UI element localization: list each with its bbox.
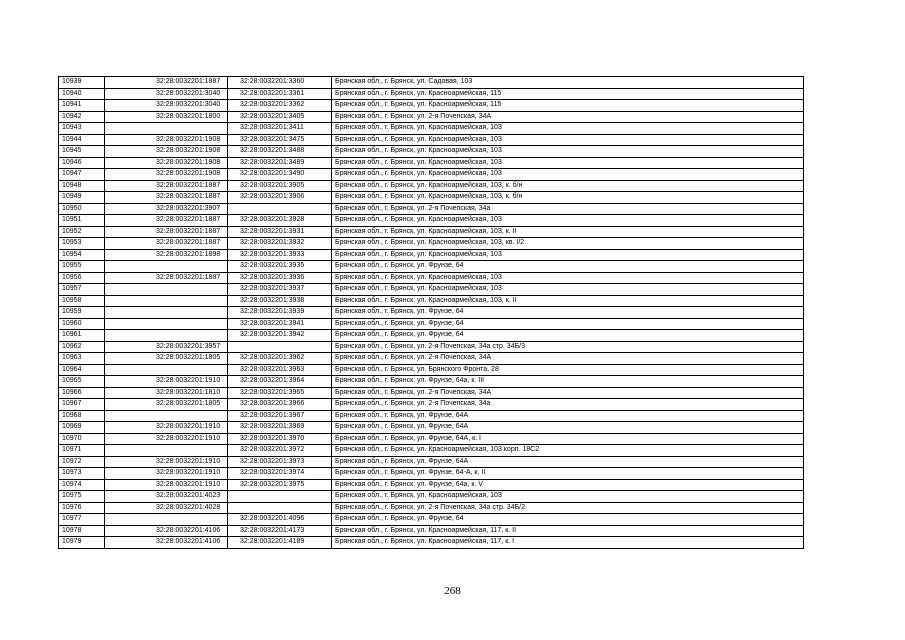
table-row <box>59 514 804 526</box>
row-number-cell: 10975 <box>59 491 105 503</box>
object-number-cell: 32:28:0032201:3969 <box>228 422 332 434</box>
object-number-cell: 32:28:0032201:3935 <box>228 261 332 273</box>
address-cell: Брянская обл., г. Брянск, ул. Красноармейская, 103 <box>332 272 804 284</box>
row-number-cell: 10963 <box>59 353 105 365</box>
object-number-cell: 32:28:0032201:3411 <box>228 123 332 135</box>
table-row <box>59 491 804 503</box>
address-cell: Брянская обл., г. Брянск, ул. Фрунзе, 64 <box>332 514 804 526</box>
address-cell: Брянская обл., г. Брянск, ул. Фрунзе, 64 <box>332 330 804 342</box>
table-row <box>59 261 804 273</box>
object-number-cell: 32:28:0032201:3973 <box>228 456 332 468</box>
parcel-number-cell: 32:28:0032201:3040 <box>105 100 228 112</box>
parcel-number-cell: 32:28:0032201:1805 <box>105 399 228 411</box>
row-number-cell: 10945 <box>59 146 105 158</box>
table-row <box>59 307 804 319</box>
table-row <box>59 537 804 549</box>
row-number-cell: 10941 <box>59 100 105 112</box>
object-number-cell: 32:28:0032201:3928 <box>228 215 332 227</box>
row-number-cell: 10959 <box>59 307 105 319</box>
parcel-number-cell: 32:28:0032201:1910 <box>105 468 228 480</box>
object-number-cell: 32:28:0032201:3965 <box>228 387 332 399</box>
parcel-number-cell: 32:28:0032201:1910 <box>105 433 228 445</box>
object-number-cell: 32:28:0032201:4189 <box>228 537 332 549</box>
table-row <box>59 479 804 491</box>
object-number-cell: 32:28:0032201:3967 <box>228 410 332 422</box>
table-row <box>59 157 804 169</box>
row-number-cell: 10972 <box>59 456 105 468</box>
address-cell: Брянская обл., г. Брянск, ул. Фрунзе, 64А <box>332 422 804 434</box>
object-number-cell: 32:28:0032201:3931 <box>228 226 332 238</box>
table-row <box>59 192 804 204</box>
address-cell: Брянская обл., г. Брянск, ул. 2-я Почепская, 34а <box>332 399 804 411</box>
address-cell: Брянская обл., г. Брянск, ул. 2-я Почепская, 34а стр. 34Б/2 <box>332 502 804 514</box>
row-number-cell: 10943 <box>59 123 105 135</box>
object-number-cell: 32:28:0032201:3974 <box>228 468 332 480</box>
parcel-number-cell: 32:28:0032201:4106 <box>105 525 228 537</box>
row-number-cell: 10955 <box>59 261 105 273</box>
parcel-number-cell: 32:28:0032201:1910 <box>105 456 228 468</box>
parcel-number-cell: 32:28:0032201:1908 <box>105 169 228 181</box>
page-number: 268 <box>444 585 461 597</box>
address-cell: Брянская обл., г. Брянск, ул. Красноармейская, 103 <box>332 215 804 227</box>
address-cell: Брянская обл., г. Брянск, ул. Красноармейская, 117, к. II <box>332 525 804 537</box>
parcel-number-cell: 32:28:0032201:1810 <box>105 387 228 399</box>
row-number-cell: 10979 <box>59 537 105 549</box>
object-number-cell: 32:28:0032201:3405 <box>228 111 332 123</box>
object-number-cell: 32:28:0032201:3975 <box>228 479 332 491</box>
table-row <box>59 318 804 330</box>
address-cell: Брянская обл., г. Брянск, ул. Красноармейская, 103 <box>332 169 804 181</box>
table-row <box>59 284 804 296</box>
address-cell: Брянская обл., г. Брянск, ул. Красноармейская, 103, к. б/н <box>332 180 804 192</box>
table-row <box>59 272 804 284</box>
address-cell: Брянская обл., г. Брянск, ул. 2-я Почепская, 34А <box>332 111 804 123</box>
address-cell: Брянская обл., г. Брянск, ул. Красноармейская, 103 <box>332 123 804 135</box>
row-number-cell: 10952 <box>59 226 105 238</box>
row-number-cell: 10953 <box>59 238 105 250</box>
row-number-cell: 10966 <box>59 387 105 399</box>
row-number-cell: 10964 <box>59 364 105 376</box>
address-cell: Брянская обл., г. Брянск, ул. Красноармейская, 103 <box>332 146 804 158</box>
table-row <box>59 410 804 422</box>
parcel-number-cell <box>105 445 228 457</box>
table-row <box>59 111 804 123</box>
parcel-number-cell: 32:28:0032201:4028 <box>105 502 228 514</box>
table-row <box>59 525 804 537</box>
address-cell: Брянская обл., г. Брянск, ул. Красноармейская, 103, к. б/н <box>332 192 804 204</box>
object-number-cell: 32:28:0032201:3963 <box>228 364 332 376</box>
address-cell: Брянская обл., г. Брянск, ул. Красноармейская, 103 <box>332 491 804 503</box>
table-row <box>59 169 804 181</box>
row-number-cell: 10967 <box>59 399 105 411</box>
parcel-number-cell <box>105 123 228 135</box>
parcel-number-cell: 32:28:0032201:1887 <box>105 215 228 227</box>
table-row <box>59 399 804 411</box>
row-number-cell: 10961 <box>59 330 105 342</box>
table-row <box>59 330 804 342</box>
row-number-cell: 10971 <box>59 445 105 457</box>
address-cell: Брянская обл., г. Брянск, ул. 2-я Почепская, 34а стр. 34Б/3 <box>332 341 804 353</box>
address-cell: Брянская обл., г. Брянск, ул. Красноармейская, 103 <box>332 134 804 146</box>
parcel-number-cell: 32:28:0032201:1887 <box>105 238 228 250</box>
table-row <box>59 215 804 227</box>
row-number-cell: 10965 <box>59 376 105 388</box>
address-cell: Брянская обл., г. Брянск, ул. Фрунзе, 64А <box>332 410 804 422</box>
object-number-cell: 32:28:0032201:3906 <box>228 192 332 204</box>
address-cell: Брянская обл., г. Брянск, ул. Красноармейская, 103, к. II <box>332 295 804 307</box>
table-row <box>59 77 804 89</box>
row-number-cell: 10951 <box>59 215 105 227</box>
object-number-cell: 32:28:0032201:3488 <box>228 146 332 158</box>
object-number-cell <box>228 502 332 514</box>
object-number-cell: 32:28:0032201:3360 <box>228 77 332 89</box>
object-number-cell: 32:28:0032201:4173 <box>228 525 332 537</box>
parcel-number-cell <box>105 330 228 342</box>
table-row <box>59 238 804 250</box>
row-number-cell: 10946 <box>59 157 105 169</box>
parcel-number-cell: 32:28:0032201:1908 <box>105 146 228 158</box>
address-cell: Брянская обл., г. Брянск, ул. Красноармейская, 103, к. II <box>332 226 804 238</box>
address-cell: Брянская обл., г. Брянск, ул. Садовая, 103 <box>332 77 804 89</box>
address-cell: Брянская обл., г. Брянск, ул. Фрунзе, 64а, к. V <box>332 479 804 491</box>
parcel-number-cell <box>105 364 228 376</box>
table-row <box>59 468 804 480</box>
row-number-cell: 10962 <box>59 341 105 353</box>
object-number-cell: 32:28:0032201:3475 <box>228 134 332 146</box>
property-registry-table <box>58 76 804 549</box>
address-cell: Брянская обл., г. Брянск, ул. Фрунзе, 64-А, к. II <box>332 468 804 480</box>
object-number-cell <box>228 203 332 215</box>
address-cell: Брянская обл., г. Брянск, ул. Красноармейская, 103 <box>332 284 804 296</box>
row-number-cell: 10978 <box>59 525 105 537</box>
parcel-number-cell: 32:28:0032201:1910 <box>105 376 228 388</box>
parcel-number-cell: 32:28:0032201:1887 <box>105 77 228 89</box>
parcel-number-cell <box>105 410 228 422</box>
address-cell: Брянская обл., г. Брянск, ул. Красноармейская, 103 корп. 18С2 <box>332 445 804 457</box>
address-cell: Брянская обл., г. Брянск, ул. Красноармейская, 103 <box>332 249 804 261</box>
object-number-cell: 32:28:0032201:3932 <box>228 238 332 250</box>
row-number-cell: 10956 <box>59 272 105 284</box>
address-cell: Брянская обл., г. Брянск, ул. Красноармейская, 115 <box>332 100 804 112</box>
row-number-cell: 10958 <box>59 295 105 307</box>
parcel-number-cell: 32:28:0032201:1908 <box>105 157 228 169</box>
row-number-cell: 10948 <box>59 180 105 192</box>
table-row <box>59 146 804 158</box>
table-row <box>59 456 804 468</box>
object-number-cell: 32:28:0032201:4096 <box>228 514 332 526</box>
row-number-cell: 10944 <box>59 134 105 146</box>
table-row <box>59 123 804 135</box>
parcel-number-cell <box>105 307 228 319</box>
row-number-cell: 10977 <box>59 514 105 526</box>
table-row <box>59 295 804 307</box>
parcel-number-cell <box>105 514 228 526</box>
parcel-number-cell: 32:28:0032201:1908 <box>105 134 228 146</box>
row-number-cell: 10942 <box>59 111 105 123</box>
object-number-cell: 32:28:0032201:3362 <box>228 100 332 112</box>
object-number-cell: 32:28:0032201:3489 <box>228 157 332 169</box>
parcel-number-cell <box>105 284 228 296</box>
address-cell: Брянская обл., г. Брянск, ул. Красноармейская, 103 <box>332 157 804 169</box>
table-row <box>59 502 804 514</box>
address-cell: Брянская обл., г. Брянск, ул. 2-я Почепская, 34А <box>332 353 804 365</box>
object-number-cell: 32:28:0032201:3970 <box>228 433 332 445</box>
row-number-cell: 10957 <box>59 284 105 296</box>
parcel-number-cell: 32:28:0032201:1910 <box>105 422 228 434</box>
parcel-number-cell: 32:28:0032201:4023 <box>105 491 228 503</box>
table-row <box>59 249 804 261</box>
row-number-cell: 10970 <box>59 433 105 445</box>
row-number-cell: 10954 <box>59 249 105 261</box>
object-number-cell <box>228 341 332 353</box>
row-number-cell: 10950 <box>59 203 105 215</box>
table-row <box>59 433 804 445</box>
table-row <box>59 100 804 112</box>
address-cell: Брянская обл., г. Брянск, ул. Фрунзе, 64 <box>332 261 804 273</box>
parcel-number-cell: 32:28:0032201:1800 <box>105 111 228 123</box>
row-number-cell: 10940 <box>59 88 105 100</box>
object-number-cell: 32:28:0032201:3941 <box>228 318 332 330</box>
parcel-number-cell: 32:28:0032201:1887 <box>105 192 228 204</box>
row-number-cell: 10976 <box>59 502 105 514</box>
row-number-cell: 10968 <box>59 410 105 422</box>
object-number-cell: 32:28:0032201:3937 <box>228 284 332 296</box>
object-number-cell: 32:28:0032201:3905 <box>228 180 332 192</box>
row-number-cell: 10949 <box>59 192 105 204</box>
parcel-number-cell: 32:28:0032201:1805 <box>105 353 228 365</box>
object-number-cell: 32:28:0032201:3490 <box>228 169 332 181</box>
row-number-cell: 10974 <box>59 479 105 491</box>
table-row <box>59 180 804 192</box>
object-number-cell: 32:28:0032201:3933 <box>228 249 332 261</box>
address-cell: Брянская обл., г. Брянск, ул. Фрунзе, 64А <box>332 456 804 468</box>
parcel-number-cell: 32:28:0032201:3957 <box>105 341 228 353</box>
address-cell: Брянская обл., г. Брянск, ул. Брянского Фронта, 28 <box>332 364 804 376</box>
object-number-cell: 32:28:0032201:3964 <box>228 376 332 388</box>
parcel-number-cell: 32:28:0032201:1887 <box>105 226 228 238</box>
parcel-number-cell <box>105 261 228 273</box>
address-cell: Брянская обл., г. Брянск, ул. Красноармейская, 103, кв. I/2 <box>332 238 804 250</box>
object-number-cell: 32:28:0032201:3972 <box>228 445 332 457</box>
table-row <box>59 445 804 457</box>
object-number-cell: 32:28:0032201:3938 <box>228 295 332 307</box>
table-row <box>59 226 804 238</box>
table-row <box>59 134 804 146</box>
object-number-cell: 32:28:0032201:3942 <box>228 330 332 342</box>
row-number-cell: 10960 <box>59 318 105 330</box>
object-number-cell: 32:28:0032201:3939 <box>228 307 332 319</box>
address-cell: Брянская обл., г. Брянск, ул. Красноармейская, 115 <box>332 88 804 100</box>
object-number-cell: 32:28:0032201:3361 <box>228 88 332 100</box>
object-number-cell <box>228 491 332 503</box>
address-cell: Брянская обл., г. Брянск, ул. 2-я Почепская, 34А <box>332 387 804 399</box>
address-cell: Брянская обл., г. Брянск, ул. Фрунзе, 64 <box>332 318 804 330</box>
address-cell: Брянская обл., г. Брянск, ул. Фрунзе, 64а, к. III <box>332 376 804 388</box>
table-row <box>59 353 804 365</box>
table-row <box>59 422 804 434</box>
parcel-number-cell: 32:28:0032201:3040 <box>105 88 228 100</box>
parcel-number-cell: 32:28:0032201:4106 <box>105 537 228 549</box>
table-row <box>59 203 804 215</box>
parcel-number-cell: 32:28:0032201:1887 <box>105 180 228 192</box>
table-row <box>59 364 804 376</box>
row-number-cell: 10947 <box>59 169 105 181</box>
table-row <box>59 88 804 100</box>
parcel-number-cell: 32:28:0032201:1898 <box>105 249 228 261</box>
registry-table-body <box>59 77 804 549</box>
table-row <box>59 376 804 388</box>
table-row <box>59 387 804 399</box>
parcel-number-cell: 32:28:0032201:1887 <box>105 272 228 284</box>
object-number-cell: 32:28:0032201:3966 <box>228 399 332 411</box>
row-number-cell: 10939 <box>59 77 105 89</box>
row-number-cell: 10969 <box>59 422 105 434</box>
parcel-number-cell <box>105 295 228 307</box>
address-cell: Брянская обл., г. Брянск, ул. Фрунзе, 64А, к. I <box>332 433 804 445</box>
object-number-cell: 32:28:0032201:3962 <box>228 353 332 365</box>
parcel-number-cell <box>105 318 228 330</box>
object-number-cell: 32:28:0032201:3936 <box>228 272 332 284</box>
address-cell: Брянская обл., г. Брянск, ул. Красноармейская, 117, к. I <box>332 537 804 549</box>
row-number-cell: 10973 <box>59 468 105 480</box>
parcel-number-cell: 32:28:0032201:3907 <box>105 203 228 215</box>
table-row <box>59 341 804 353</box>
address-cell: Брянская обл., г. Брянск, ул. Фрунзе, 64 <box>332 307 804 319</box>
parcel-number-cell: 32:28:0032201:1910 <box>105 479 228 491</box>
address-cell: Брянская обл., г. Брянск, ул. 2-я Почепская, 34а <box>332 203 804 215</box>
